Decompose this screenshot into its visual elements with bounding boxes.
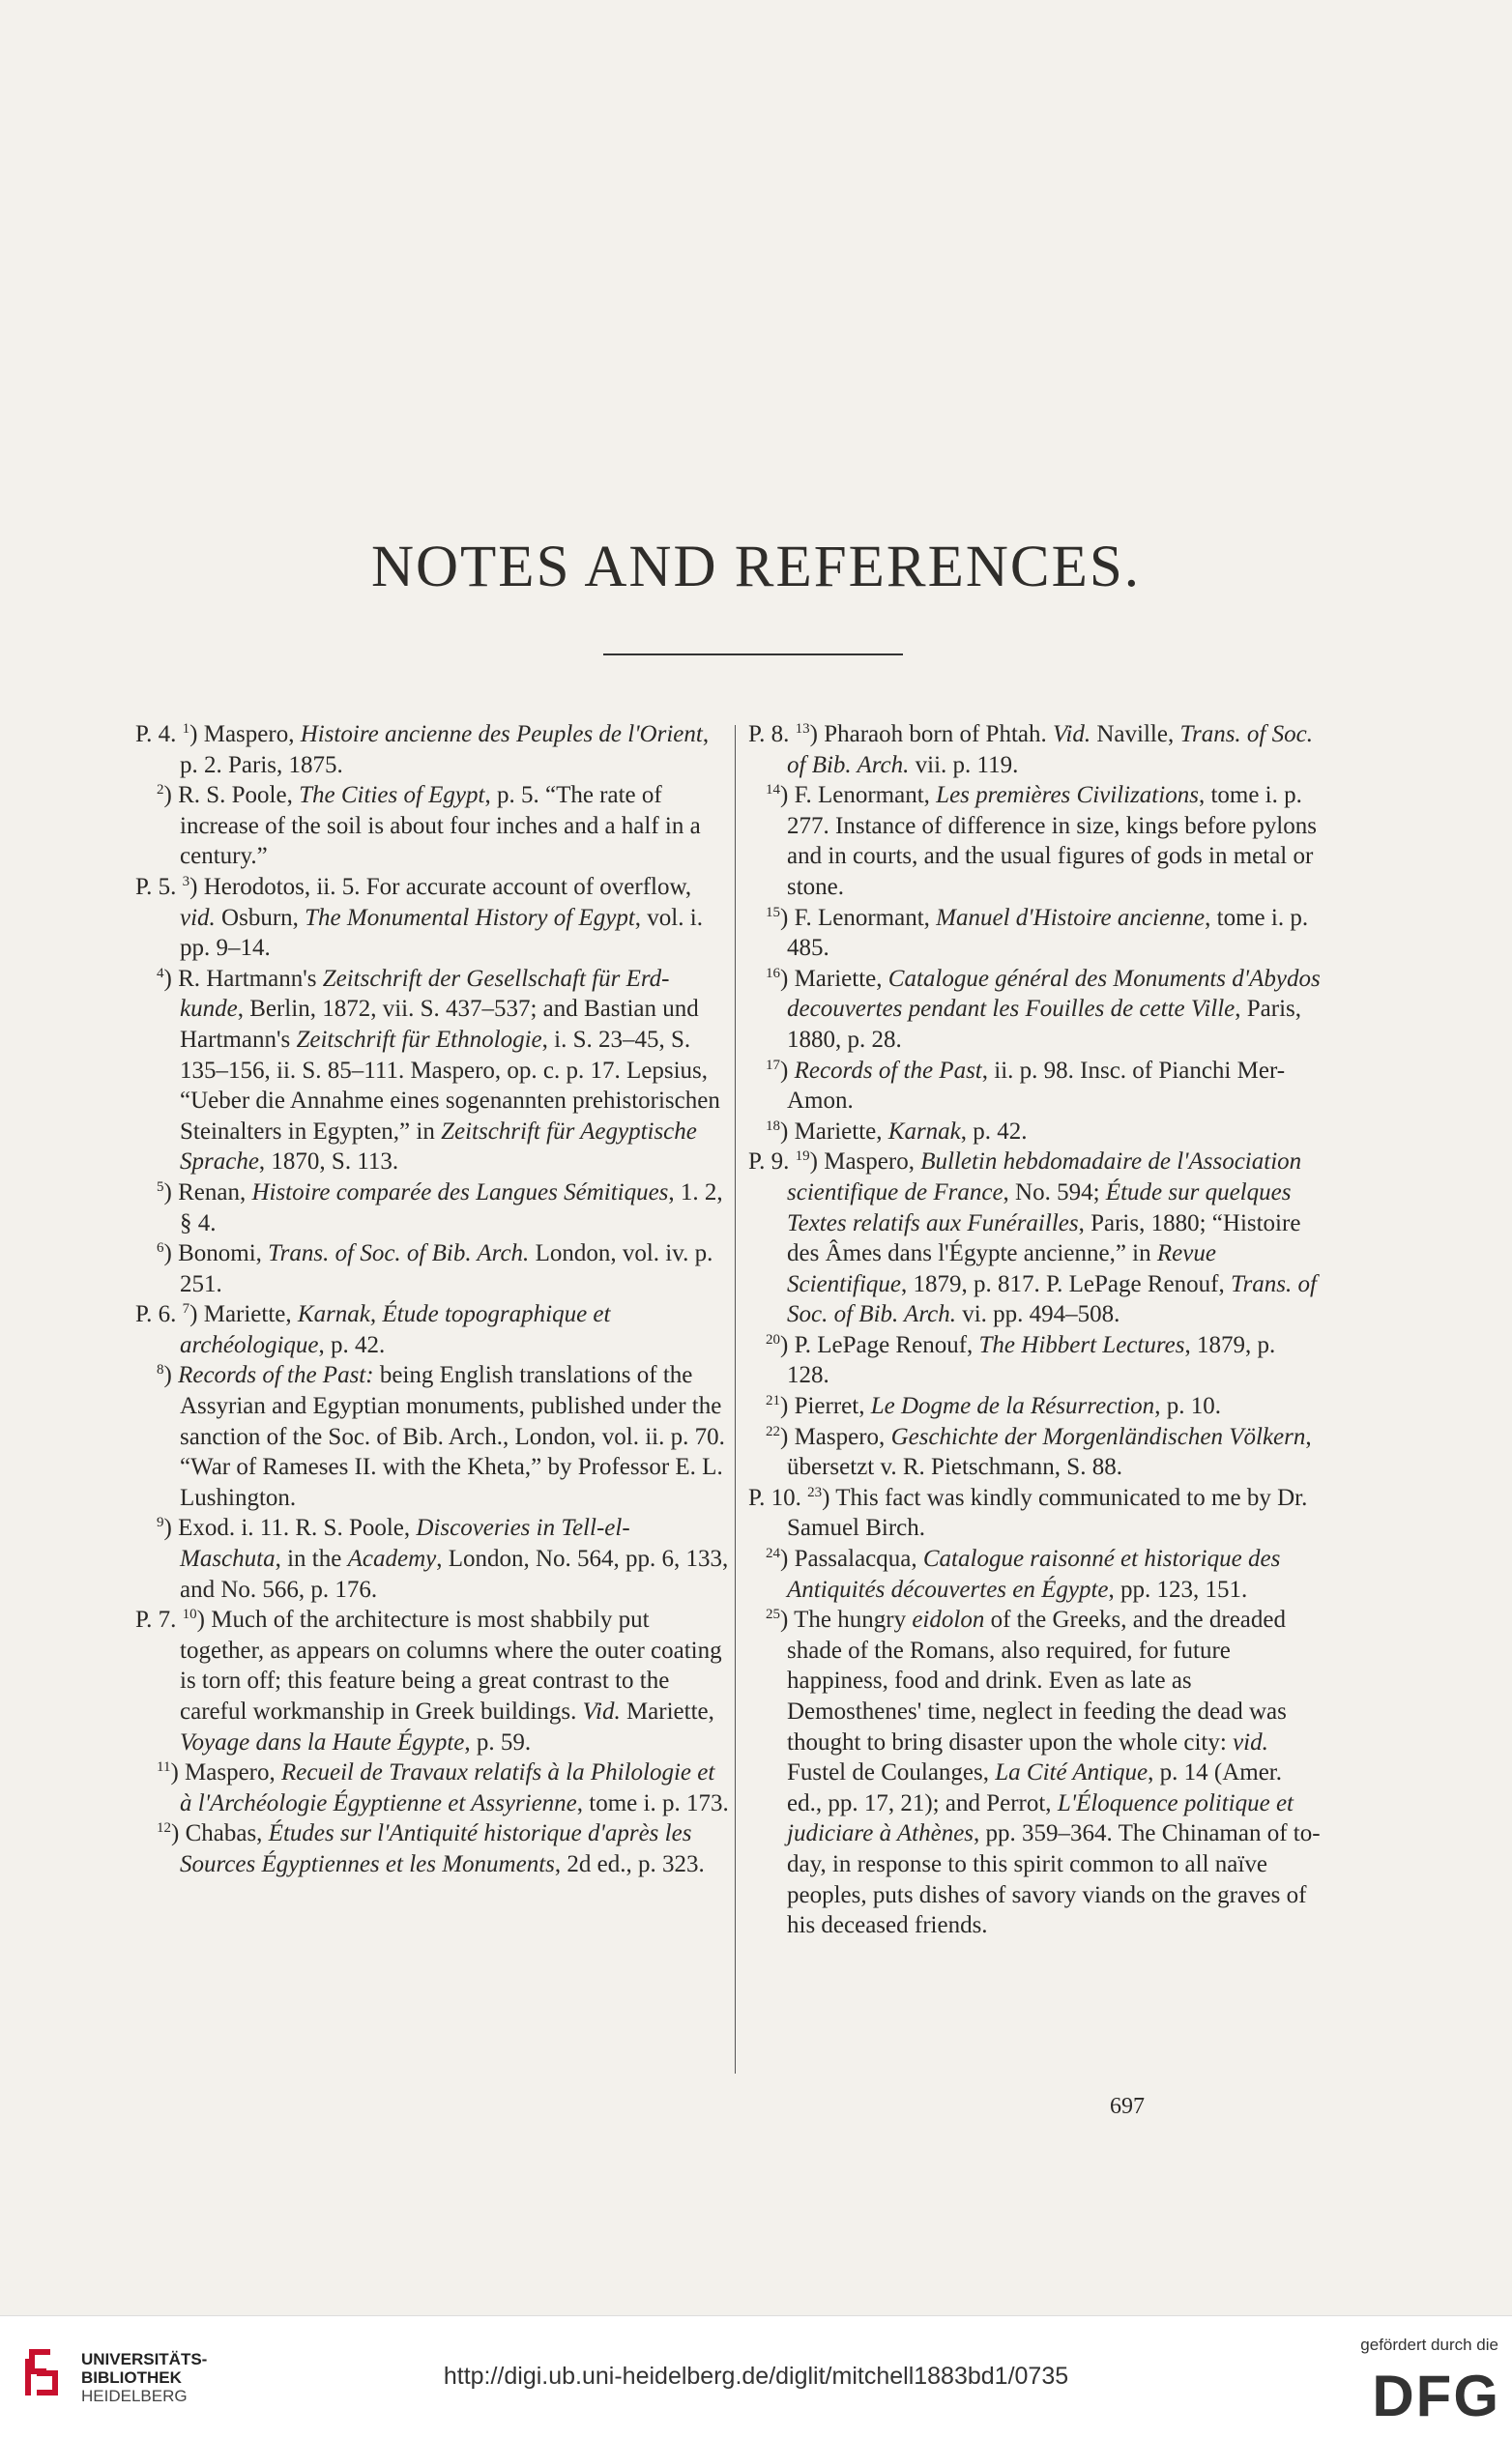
funding-label: gefördert durch die [1360,2336,1498,2354]
left-note-4: $^4$) R. Hartmann's Zeitschrift der Gesellschaft für Erd-kunde, Berlin, 1872, vii. S. 437–537; and Bastian und Hartmann's Zeitschrift für Ethnologie, i. S. 23–45, S. 135–156, ii. S. 85–111. Maspero, op. c. p. 17. Lepsius, “Ueber die Annahme eines sogenannten prehistorischen Steinalters in Egypten,” in Zeitschrift für Aegyptische Sprache, 1870, S. 113. [157,965,720,1176]
left-note-10: P. 7. $^{10}$) Much of the architecture is most shabbily put together, as appears on columns where the outer coating is torn off; this feature being a great contrast to the careful workmanship in Greek buildings. Vid. Mariette, Voyage dans la Haute Égypte, p. 59. [135,1607,722,1756]
column-divider [735,725,736,2074]
left-note-1: P. 4. $^1$) Maspero, Histoire ancienne des Peuples de l'Orient, p. 2. Paris, 1875. [135,721,710,778]
right-note-12: $^{24}$) Passalacqua, Catalogue raisonné et historique des Antiquités découvertes en Égypte, pp. 123, 151. [766,1546,1281,1603]
title-rule [603,653,903,655]
right-note-2: $^{14}$) F. Lenormant, Les premières Civilizations, tome i. p. 277. Instance of difference in size, kings before pylons and in courts, and the usual figures of gods in metal or stone. [766,782,1317,900]
library-name-line-1: UNIVERSITÄTS- [81,2350,208,2368]
viewer-footer [0,2315,1512,2439]
page-number: 697 [1110,2094,1145,2119]
right-note-9: $^{21}$) Pierret, Le Dogme de la Résurrection, p. 10. [766,1393,1221,1420]
right-column [748,719,1323,1941]
library-name-line-3: HEIDELBERG [81,2387,188,2405]
left-note-11: $^{11}$) Maspero, Recueil de Travaux relatifs à la Philologie et à l'Archéologie Égyptienne et Assyrienne, tome i. p. 173. [157,1759,729,1816]
left-note-9: $^9$) Exod. i. 11. R. S. Poole, Discoveries in Tell-el-Maschuta, in the Academy, London, No. 564, pp. 6, 133, and No. 566, p. 176. [157,1515,729,1603]
document-url-link[interactable]: http://digi.ub.uni-heidelberg.de/diglit/mitchell1883bd1/0735 [443,2363,1069,2390]
left-note-7: P. 6. $^7$) Mariette, Karnak, Étude topographique et archéologique, p. 42. [135,1301,611,1358]
dfg-logo: DFG [1372,2364,1500,2428]
right-note-10: $^{22}$) Maspero, Geschichte der Morgenländischen Völkern, übersetzt v. R. Pietschmann, S. 88. [766,1423,1312,1481]
right-note-8: $^{20}$) P. LePage Renouf, The Hibbert Lectures, 1879, p. 128. [766,1331,1276,1389]
left-note-5: $^5$) Renan, Histoire comparée des Langues Sémitiques, 1. 2, § 4. [157,1178,723,1236]
right-note-4: $^{16}$) Mariette, Catalogue général des Monuments d'Abydos decouvertes pendant les Fouilles de cette Ville, Paris, 1880, p. 28. [766,965,1321,1053]
left-note-12: $^{12}$) Chabas, Études sur l'Antiquité historique d'après les Sources Égyptiennes et les Monuments, 2d ed., p. 323. [157,1820,705,1877]
right-note-7: P. 9. $^{19}$) Maspero, Bulletin hebdomadaire de l'Association scientifique de France, No. 594; Étude sur quelques Textes relatifs aux Funérailles, Paris, 1880; “Histoire des Âmes dans l'Égypte ancienne,” in Revue Scientifique, 1879, p. 817. P. LePage Renouf, Trans. of Soc. of Bib. Arch. vi. pp. 494–508. [748,1148,1317,1328]
left-note-8: $^8$) Records of the Past: being English translations of the Assyrian and Egyptian monuments, published under the sanction of the Soc. of Bib. Arch., London, vol. ii. p. 70. “War of Rameses II. with the Kheta,” by Professor E. L. Lushington. [157,1362,725,1511]
right-note-11: P. 10. $^{23}$) This fact was kindly communicated to me by Dr. Samuel Birch. [748,1484,1308,1542]
left-note-2: $^2$) R. S. Poole, The Cities of Egypt, p. 5. “The rate of increase of the soil is about four inches and a half in a century.” [157,782,701,870]
library-name-line-2: BIBLIOTHEK [81,2368,182,2387]
left-column [135,719,731,1880]
right-note-6: $^{18}$) Mariette, Karnak, p. 42. [766,1118,1028,1145]
left-note-6: $^6$) Bonomi, Trans. of Soc. of Bib. Arch. London, vol. iv. p. 251. [157,1240,713,1297]
right-note-3: $^{15}$) F. Lenormant, Manuel d'Histoire ancienne, tome i. p. 485. [766,904,1309,962]
page-title: NOTES AND REFERENCES. [370,535,1142,599]
right-note-5: $^{17}$) Records of the Past, ii. p. 98. Insc. of Pianchi Mer-Amon. [766,1057,1286,1115]
right-note-1: P. 8. $^{13}$) Pharaoh born of Phtah. Vid. Naville, Trans. of Soc. of Bib. Arch. vii. p. 119. [748,721,1313,778]
right-note-13: $^{25}$) The hungry eidolon of the Greeks, and the dreaded shade of the Romans, also required, for future happiness, food and drink. Even as late as Demosthenes' time, neglect in feeding the dead was thought to bring disaster upon the whole city: vid. Fustel de Coulanges, La Cité Antique, p. 14 (Amer. ed., pp. 17, 21); and Perrot, L'Éloquence politique et judiciare à Athènes, pp. 359–364. The Chinaman of to-day, in response to this spirit common to all naïve peoples, puts dishes of savory viands on the graves of his deceased friends. [766,1607,1321,1939]
left-note-3: P. 5. $^3$) Herodotos, ii. 5. For accurate account of overflow, vid. Osburn, The Monumental History of Egypt, vol. i. pp. 9–14. [135,873,703,962]
